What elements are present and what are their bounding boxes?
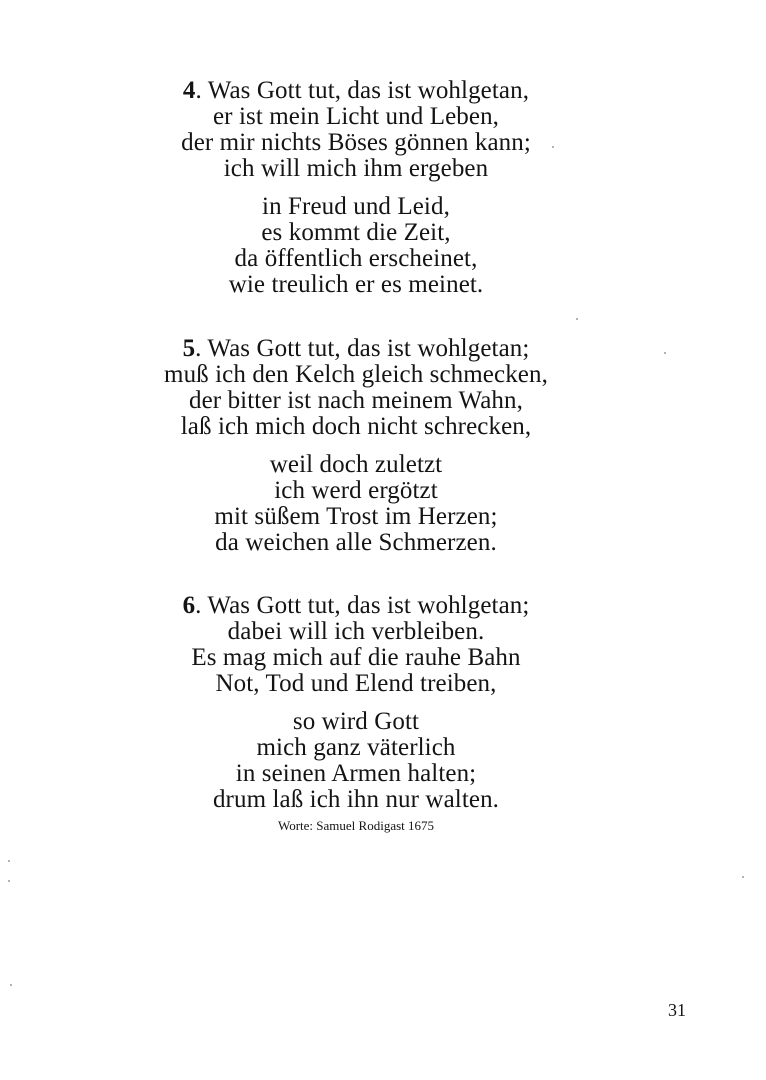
- stanza-line: der bitter ist nach meinem Wahn,: [189, 387, 523, 414]
- scan-speck: [10, 984, 12, 986]
- stanza-6: [0, 593, 712, 813]
- stanza-line: in Freud und Leid,: [262, 193, 450, 220]
- stanza-line: wie treulich er es meinet.: [228, 271, 484, 298]
- stanza-line: 6. Was Gott tut, das ist wohlgetan;: [182, 592, 530, 619]
- stanza-number: 4: [182, 77, 196, 104]
- stanza-line: in seinen Armen halten;: [235, 760, 477, 787]
- stanza-line: so wird Gott: [292, 708, 420, 735]
- stanza-line: ich werd ergötzt: [274, 477, 438, 504]
- scan-speck: [664, 352, 666, 354]
- page-number: 31: [668, 1000, 686, 1020]
- stanza-5-second-part: [0, 452, 712, 556]
- stanza-line: ich will mich ihm ergeben: [223, 155, 489, 182]
- stanza-line: laß ich mich doch nicht schrecken,: [180, 413, 532, 440]
- stanza-number: 5: [182, 335, 196, 362]
- stanza-4: [0, 78, 712, 298]
- stanza-line: weil doch zuletzt: [269, 451, 443, 478]
- stanza-line: er ist mein Licht und Leben,: [212, 103, 500, 130]
- stanza-number: 6: [182, 592, 196, 619]
- stanza-line: muß ich den Kelch gleich schmecken,: [164, 361, 548, 388]
- stanza-4-second-part: [0, 194, 712, 298]
- stanza-6-first-part: [0, 593, 712, 697]
- stanza-line: 5. Was Gott tut, das ist wohlgetan;: [182, 335, 530, 362]
- stanza-line: der mir nichts Böses gönnen kann;: [181, 129, 531, 156]
- stanza-line: Not, Tod und Elend treiben,: [215, 670, 497, 697]
- scan-speck: [8, 880, 10, 882]
- stanza-line: es kommt die Zeit,: [261, 219, 451, 246]
- scan-speck: [742, 876, 744, 878]
- stanza-line: mich ganz väterlich: [256, 734, 456, 761]
- scan-speck: [8, 860, 10, 862]
- stanza-line: 4. Was Gott tut, das ist wohlgetan,: [182, 77, 530, 104]
- stanza-4-first-part: [0, 78, 712, 182]
- stanza-6-second-part: [0, 709, 712, 813]
- stanza-5: [0, 336, 712, 556]
- stanza-5-first-part: [0, 336, 712, 440]
- stanza-line: drum laß ich ihn nur walten.: [212, 786, 500, 813]
- scan-speck: [576, 318, 578, 320]
- stanza-line: da weichen alle Schmerzen.: [215, 529, 497, 556]
- author-credit: Worte: Samuel Rodigast 1675: [277, 818, 435, 833]
- scan-speck: [552, 146, 554, 148]
- stanza-line: da öffentlich erscheinet,: [234, 245, 478, 272]
- stanza-line: Es mag mich auf die rauhe Bahn: [191, 644, 521, 671]
- stanza-line: dabei will ich verbleiben.: [227, 618, 485, 645]
- stanza-line: mit süßem Trost im Herzen;: [214, 503, 498, 530]
